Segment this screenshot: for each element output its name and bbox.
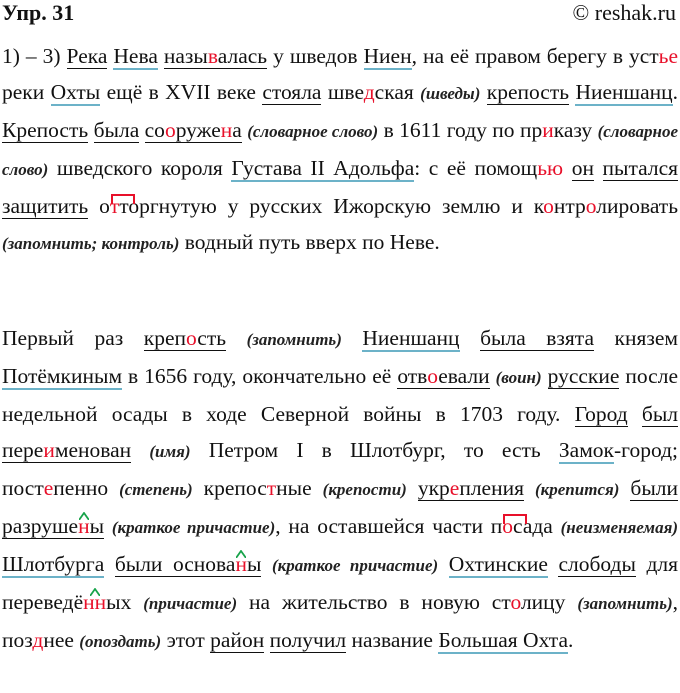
text (407, 476, 418, 500)
highlight-letter: о (585, 194, 597, 218)
subject-on: он (571, 156, 594, 180)
text (342, 326, 363, 350)
text: о (88, 194, 110, 218)
comment: (опоздать) (79, 632, 162, 651)
highlight-letter: т (109, 194, 120, 218)
attribute-okhty: Охты (50, 80, 101, 104)
text: менован (54, 438, 132, 462)
text: сть (197, 326, 227, 350)
text: сада (513, 514, 561, 538)
text (480, 80, 486, 104)
comment: (шведы) (420, 84, 481, 103)
text (131, 438, 149, 462)
text: ы (246, 552, 262, 576)
predicate-byla: была (93, 118, 140, 142)
text: назы (163, 44, 208, 68)
text (460, 326, 481, 350)
text: укр (417, 476, 450, 500)
comment: (запомнить) (246, 330, 342, 349)
text (88, 118, 93, 142)
attribute-nienshants-2: Ниеншанц (362, 326, 460, 350)
exercise-number: Упр. 31 (2, 0, 75, 25)
text: , на оставшейся части п (275, 514, 503, 538)
subject-slobody: слободы (558, 552, 636, 576)
suffix-caret-icon (90, 588, 100, 598)
highlight-letter: ью (537, 156, 564, 180)
text: торгнутую у русских Ижорскую землю и к (119, 194, 544, 218)
text: : с её помощ (414, 156, 538, 180)
prefix-mark (110, 188, 119, 224)
predicate-byli-osnovany (115, 552, 262, 577)
text: ых (106, 590, 144, 614)
comment: (имя) (149, 442, 191, 461)
attribute-shlotburga: Шлотбурга (2, 552, 105, 576)
text: название (346, 628, 439, 652)
highlight-letter: о (427, 364, 439, 388)
text: евали (438, 364, 490, 388)
text: шве (321, 80, 364, 104)
suffix-caret-icon (79, 512, 89, 522)
predicate-pytalsya-zashchitit: пытался защитить (2, 156, 679, 218)
suffix-mark (83, 584, 106, 620)
comment: (крепости) (322, 480, 407, 499)
text: . (672, 80, 679, 104)
predicate-poluchil: получил (269, 628, 347, 652)
prefix-mark (502, 508, 513, 544)
text (104, 552, 115, 576)
highlight-letter: е (449, 476, 460, 500)
text: ещё в XVII веке (100, 80, 263, 104)
subject-krepost: крепость (486, 80, 570, 104)
highlight-letter: нн (83, 590, 107, 614)
subject-reka: Река (66, 44, 108, 68)
text: после недельной осады в ходе Северной войны в 1703 году. (2, 364, 678, 426)
predicate-otvoevali (397, 364, 489, 389)
text: нтр (553, 194, 586, 218)
text (524, 476, 535, 500)
text: а (232, 118, 242, 142)
highlight-letter: о (186, 326, 198, 350)
text (594, 156, 603, 180)
text (226, 326, 247, 350)
comment: (словарное слово) (2, 122, 678, 179)
highlight-letter: д (363, 80, 375, 104)
highlight-letter: т (266, 476, 277, 500)
text: этот (161, 628, 211, 652)
text (104, 514, 112, 538)
suffix-caret-icon (236, 550, 246, 560)
comment: (причастие) (143, 594, 238, 613)
comment: (краткое причастие) (271, 556, 439, 575)
subject-rayon: район (210, 628, 265, 652)
attribute-bolshaya-okhta: Большая Охта (438, 628, 568, 652)
predicate-nazyvalas (164, 44, 267, 69)
text (619, 476, 630, 500)
predicate-byli: были (630, 476, 679, 500)
text (563, 156, 572, 180)
prefix-bracket-icon (111, 194, 135, 204)
attribute-nien: Ниен (363, 44, 412, 68)
attribute-okhtinskie: Охтинские (448, 552, 548, 576)
predicate-stoyala: стояла (262, 80, 322, 104)
paragraph-2 (2, 320, 678, 660)
source-credit: © reshak.ru (572, 0, 676, 25)
highlight-letter: и (542, 118, 554, 142)
highlight-letter: е (43, 476, 54, 500)
page-header (0, 0, 680, 28)
text: Первый раз (2, 326, 144, 350)
highlight-letter: о (543, 194, 554, 218)
text: для переведё (2, 552, 679, 614)
highlight-letter: н (235, 552, 247, 576)
text: лицу (520, 590, 578, 614)
comment: (запомнить; контроль) (2, 234, 180, 253)
highlight-letter: н (220, 118, 233, 142)
comment: (запомнить) (577, 594, 673, 613)
text: нее (43, 628, 80, 652)
text: отв (397, 364, 428, 388)
text: на жительство в новую ст (237, 590, 511, 614)
text: разруше (2, 514, 79, 538)
suffix-mark (78, 508, 90, 544)
text: руже (175, 118, 221, 142)
text: у шведов (267, 44, 364, 68)
text: Петром I в Шлотбург, то есть (190, 438, 559, 462)
text: в 1656 году, окончательно её (122, 364, 398, 388)
predicate-byla-vzyata: была взята (480, 326, 594, 350)
predicate-pereimenovan (2, 438, 131, 463)
predicate-byl: был (641, 402, 679, 426)
text (261, 552, 272, 576)
subject-krepost-3 (144, 326, 226, 351)
text: крепос (192, 476, 267, 500)
text: пления (459, 476, 524, 500)
highlight-letter: о (164, 118, 176, 142)
highlight-letter: в (207, 44, 218, 68)
text: водный путь вверх по Неве. (179, 230, 440, 254)
paragraph-1 (2, 38, 678, 262)
highlight-letter: о (502, 514, 514, 538)
text (264, 628, 269, 652)
text: лировать (596, 194, 679, 218)
highlight-letter: д (32, 628, 44, 652)
text: -город; пост (2, 438, 679, 500)
comment: (крепится) (534, 480, 620, 499)
attribute-gustav: Густава II Адольфа (231, 156, 415, 180)
text (438, 552, 449, 576)
text: креп (143, 326, 186, 350)
text: , поз (2, 590, 678, 652)
text: реки (2, 80, 51, 104)
attribute-potemkinym: Потёмкиным (2, 364, 123, 388)
text: в 1611 году по пр (378, 118, 543, 142)
comment: (степень) (119, 480, 193, 499)
text (628, 402, 642, 426)
text: ные (276, 476, 323, 500)
text: шведского короля (48, 156, 232, 180)
comment: (краткое причастие) (111, 518, 276, 537)
attribute-nienshants: Ниеншанц (575, 80, 673, 104)
text (542, 364, 548, 388)
item-numbers: 1) – 3) (2, 44, 67, 68)
highlight-letter: н (78, 514, 90, 538)
text: , на её правом берегу в уст (411, 44, 659, 68)
attribute-neva: Нева (113, 44, 158, 68)
prefix-bracket-icon (503, 514, 527, 524)
text (548, 552, 559, 576)
text: пере (2, 438, 44, 462)
text: со (144, 118, 165, 142)
predicate-sooruzhena (145, 118, 242, 143)
highlight-letter: ье (658, 44, 679, 68)
comment: (воин) (495, 368, 542, 387)
subject-ukrepleniya (418, 476, 524, 501)
highlight-letter: о (510, 590, 521, 614)
comment: (неизменяемая) (560, 518, 678, 537)
comment: (словарное слово) (247, 122, 379, 141)
predicate-razrusheny (2, 514, 104, 539)
text: князем (594, 326, 678, 350)
highlight-letter: и (43, 438, 55, 462)
subject-gorod: Город (574, 402, 628, 426)
text: пенно (53, 476, 120, 500)
suffix-mark (235, 546, 247, 582)
text: ы (89, 514, 105, 538)
text: алась (217, 44, 268, 68)
text: ская (374, 80, 421, 104)
subject-krepost-2: Крепость (2, 118, 89, 142)
text: . (568, 628, 574, 652)
text: казу (553, 118, 598, 142)
text: были основа (114, 552, 236, 576)
subject-russkie: русские (547, 364, 620, 388)
attribute-zamok: Замок (558, 438, 615, 462)
